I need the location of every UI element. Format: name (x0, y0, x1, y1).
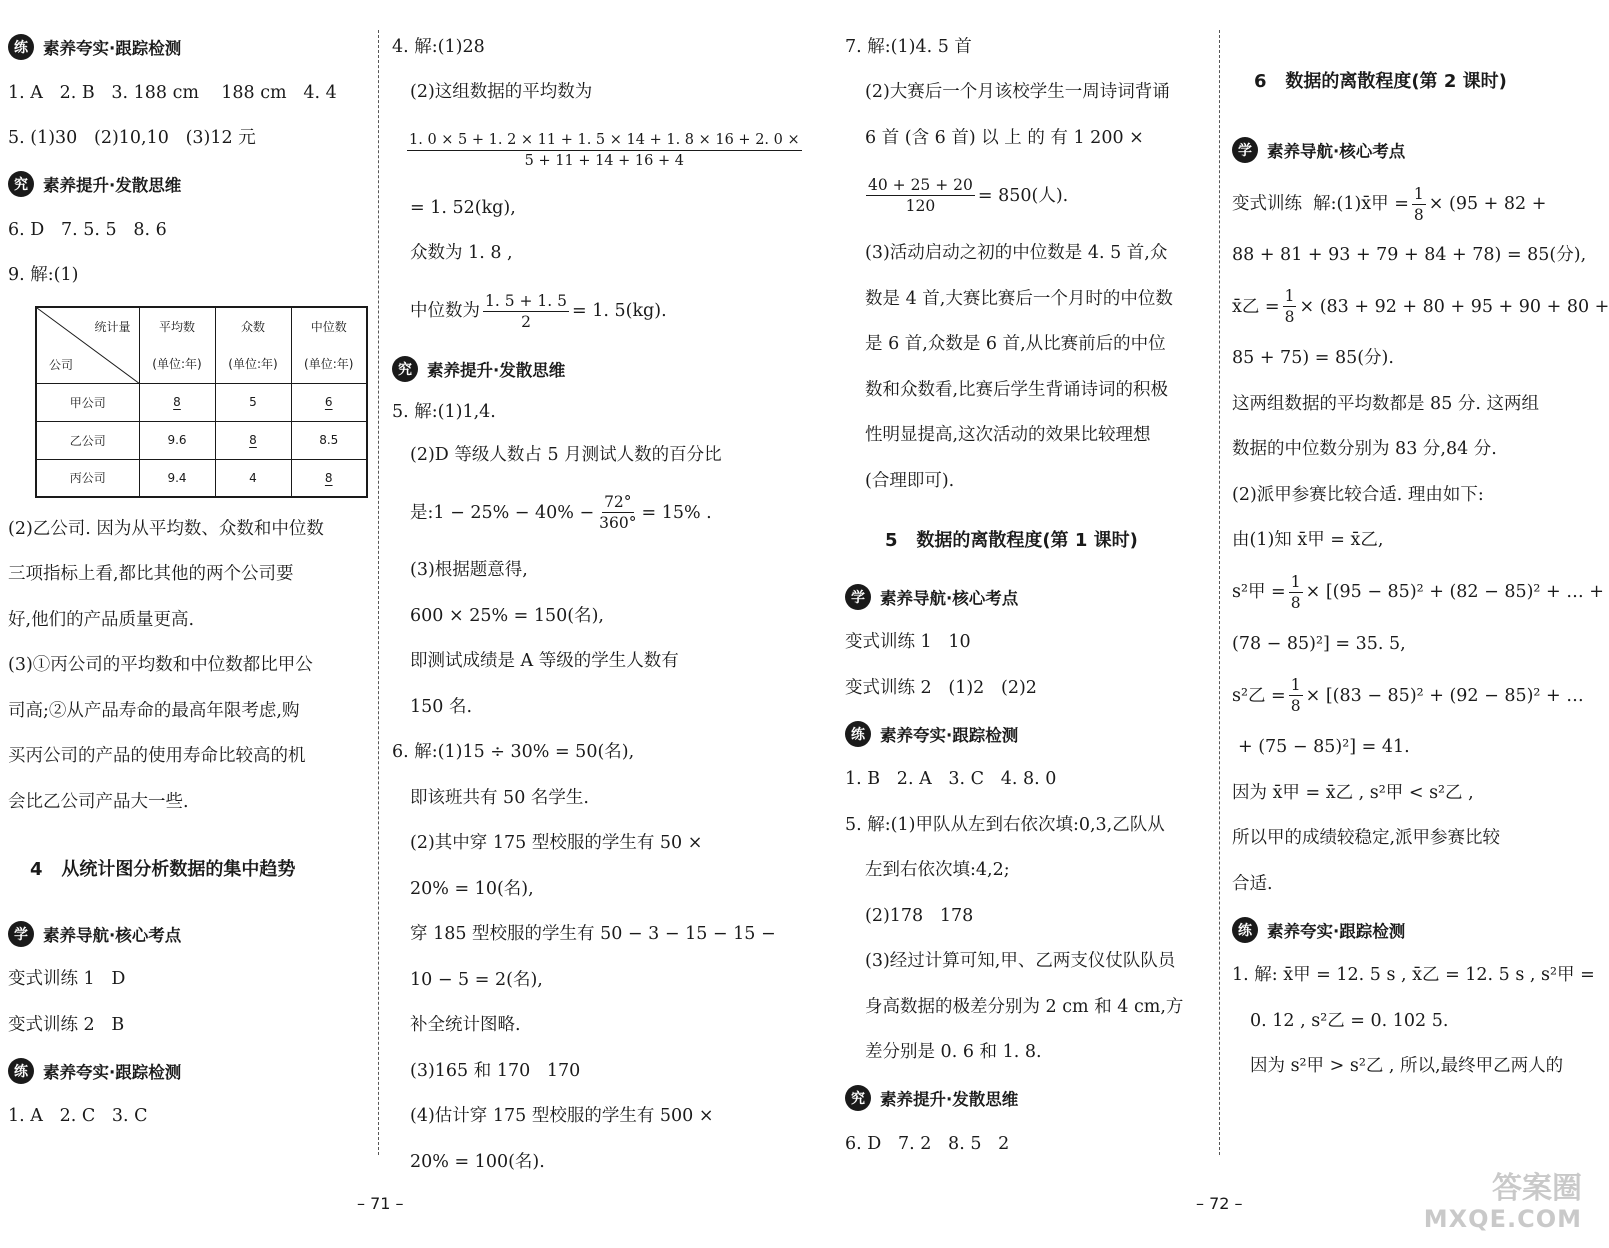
answer-line: (2)派甲参赛比较合适. 理由如下: (1232, 484, 1484, 505)
answer-line: 1. A 2. C 3. C (8, 1106, 148, 1127)
answer-line: 20% = 100(名). (410, 1151, 545, 1172)
practice-badge-icon: 练 (8, 1058, 34, 1084)
answer-line: 差分别是 0. 6 和 1. 8. (865, 1042, 1042, 1063)
section-head-practice: 练 素养夸实·跟踪检测 (845, 711, 1207, 757)
explore-badge-icon: 究 (392, 356, 418, 382)
answer-line: 补全统计图略. (410, 1015, 521, 1036)
answer-line: + (75 − 85)²] = 41. (1238, 737, 1410, 758)
page-number-right: – 72 – (1196, 1194, 1243, 1213)
section-head-learn: 学 素养导航·核心考点 (1232, 124, 1594, 176)
one-eighth-fraction: $\frac{1}{8}$ (1413, 184, 1424, 224)
column-4 (1232, 24, 1609, 1089)
formula-line: s²甲 = $\frac{1}{8}$ × [(95 − 85)² + (82 − 85)² + … + (1232, 572, 1604, 612)
answer-line: (4)估计穿 175 型校服的学生有 500 × (410, 1106, 714, 1127)
answer-line: (2)D 等级人数占 5 月测试人数的百分比 (410, 444, 722, 465)
statistics-table (35, 306, 368, 498)
section-head-explore: 究 素养提升·发散思维 (845, 1075, 1207, 1121)
answer-line: 司高;②从产品寿命的最高年限考虑,购 (8, 700, 300, 721)
section-head-learn: 学 素养导航·核心考点 (845, 574, 1207, 620)
answer-line: 1. A 2. B 3. 188 cm 188 cm 4. 4 (8, 82, 337, 103)
answer-line: 5. 解:(1)甲队从左到右依次填:0,3,乙队从 (845, 814, 1165, 835)
learn-badge-icon: 学 (845, 584, 871, 610)
table-unit: (单位:年) (139, 345, 215, 383)
answer-line: 5. (1)30 (2)10,10 (3)12 元 (8, 128, 256, 149)
formula-line (392, 115, 800, 185)
section-title: 5 数据的离散程度(第 1 课时) (885, 529, 1138, 551)
answer-line: 6. 解:(1)15 ÷ 30% = 50(名), (392, 742, 635, 763)
answer-line: 穿 185 型校服的学生有 50 − 3 − 15 − 15 − (410, 924, 776, 945)
answer-line: (2)其中穿 175 型校服的学生有 50 × (410, 833, 703, 854)
answer-line: 变式训练 1 10 (845, 632, 971, 653)
explore-badge-icon: 究 (845, 1085, 871, 1111)
section-head-practice: 练 素养夸实·跟踪检测 (8, 1048, 370, 1094)
right-page-column-divider (1219, 30, 1220, 1155)
answer-line: 好,他们的产品质量更高. (8, 609, 195, 630)
section-head-explore: 究 素养提升·发散思维 (392, 346, 747, 392)
answer-line: (2)大赛后一个月该校学生一周诗词背诵 (865, 82, 1170, 103)
section-head-explore: 究 素养提升·发散思维 (8, 161, 370, 207)
answer-line: 因为 s²甲 > s²乙 , 所以,最终甲乙两人的 (1250, 1056, 1564, 1077)
answer-line: 10 − 5 = 2(名), (410, 969, 543, 990)
answer-line: 数据的中位数分别为 83 分,84 分. (1232, 439, 1497, 460)
answer-line: 1. B 2. A 3. C 4. 8. 0 (845, 769, 1057, 790)
formula-line: x̄乙 = $\frac{1}{8}$ × (83 + 92 + 80 + 95 + 90 + 80 + (1232, 287, 1609, 326)
answer-line: 变式训练 1 D (8, 969, 126, 990)
answer-line: 性明显提高,这次活动的效果比较理想 (865, 425, 1151, 446)
answer-line: 三项指标上看,都比其他的两个公司要 (8, 564, 294, 585)
watermark-logo: 答案圈 MXQE.COM (1423, 1171, 1582, 1233)
answer-line: 因为 x̄甲 = x̄乙 , s²甲 < s²乙 , (1232, 782, 1474, 803)
column-1 (8, 24, 370, 1139)
answer-line: 身高数据的极差分别为 2 cm 和 4 cm,方 (865, 996, 1184, 1017)
section-title: 4 从统计图分析数据的集中趋势 (30, 858, 296, 880)
table-diagonal-header: 统计量 公司 (36, 307, 139, 383)
formula-line: 是:1 − 25% − 40% − $\frac{72^\circ}{360^\circ}$ = 15% . (410, 493, 712, 532)
answer-line: 是 6 首,众数是 6 首,从比赛前后的中位 (865, 334, 1166, 355)
answer-line: 众数为 1. 8 , (410, 243, 513, 264)
one-eighth-fraction: $\frac{1}{8}$ (1284, 287, 1295, 326)
answer-line: 9. 解:(1) (8, 265, 79, 286)
answer-line: 1. 解: x̄甲 = 12. 5 s , x̄乙 = 12. 5 s , s²甲 = (1232, 965, 1595, 986)
learn-badge-icon: 学 (1232, 137, 1258, 163)
formula-line: $\frac{40 + 25 + 20}{120}$ = 850(人). (868, 176, 1069, 215)
answer-line: (合理即可). (865, 470, 955, 491)
answer-line: 5. 解:(1)1,4. (392, 402, 496, 422)
table-row: 乙公司 9.6 8 8.5 (36, 421, 367, 459)
answer-line: 0. 12 , s²乙 = 0. 102 5. (1250, 1010, 1449, 1031)
practice-badge-icon: 练 (8, 34, 34, 60)
table-unit: (单位:年) (215, 345, 291, 383)
table-header: 众数 (215, 307, 291, 345)
practice-badge-icon: 练 (845, 721, 871, 747)
answer-line: = 1. 52(kg), (410, 197, 516, 218)
answer-line: (3)根据题意得, (410, 560, 528, 581)
left-page-column-divider (378, 30, 379, 1155)
table-unit: (单位:年) (291, 345, 367, 383)
answer-line: 左到右依次填:4,2; (865, 860, 1010, 881)
answer-line: 6. D 7. 2 8. 5 2 (845, 1133, 1010, 1154)
answer-line: (3)165 和 170 170 (410, 1060, 581, 1081)
answer-line: 买丙公司的产品的使用寿命比较高的机 (8, 746, 306, 767)
table-row: 丙公司 9.4 4 8 (36, 459, 367, 497)
answer-line: 88 + 81 + 93 + 79 + 84 + 78) = 85(分), (1232, 244, 1587, 265)
answer-line: 数和众数看,比赛后学生背诵诗词的积极 (865, 379, 1169, 400)
answer-line: (2)178 178 (865, 905, 974, 926)
mean-fraction: $\frac{1. 0 \times 5 + 1. 2 \times 11 + 1. 5 \times 14 + 1. 8 \times 16 + 2. 0 \times}{5 + 11 + 14 + 16 + 4}$ (409, 131, 800, 169)
answer-line: 变式训练 2 (1)2 (2)2 (845, 677, 1037, 698)
degree-fraction: $\frac{72^\circ}{360^\circ}$ (599, 493, 637, 532)
answer-line: (3)活动启动之初的中位数是 4. 5 首,众 (865, 243, 1168, 264)
column-3 (845, 24, 1207, 1167)
answer-line: 由(1)知 x̄甲 = x̄乙, (1232, 530, 1384, 551)
learn-badge-icon: 学 (8, 921, 34, 947)
answer-line: 合适. (1232, 873, 1273, 894)
table-row: 甲公司 8 5 6 (36, 383, 367, 421)
answer-line: (78 − 85)²] = 35. 5, (1232, 633, 1406, 654)
one-eighth-fraction: $\frac{1}{8}$ (1290, 572, 1301, 612)
median-fraction: $\frac{1. 5 + 1. 5}{2}$ (485, 291, 567, 331)
answer-line: 即测试成绩是 A 等级的学生人数有 (410, 651, 679, 672)
ratio-fraction: $\frac{40 + 25 + 20}{120}$ (868, 176, 973, 215)
page-number-left: – 71 – (357, 1194, 404, 1213)
formula-line: s²乙 = $\frac{1}{8}$ × [(83 − 85)² + (92 − 85)² + … (1232, 676, 1584, 715)
column-2 (392, 24, 800, 1185)
answer-line: (3)①丙公司的平均数和中位数都比甲公 (8, 655, 313, 676)
formula-line: 变式训练 解:(1)x̄甲 = $\frac{1}{8}$ × (95 + 82 + (1232, 184, 1547, 224)
answer-line: 数是 4 首,大赛比赛后一个月时的中位数 (865, 288, 1173, 309)
table-header: 平均数 (139, 307, 215, 345)
section-title: 6 数据的离散程度(第 2 课时) (1254, 71, 1507, 92)
practice-badge-icon: 练 (1232, 917, 1258, 943)
explore-badge-icon: 究 (8, 171, 34, 197)
answer-line: 7. 解:(1)4. 5 首 (845, 36, 972, 57)
one-eighth-fraction: $\frac{1}{8}$ (1290, 676, 1301, 715)
answer-line: 6 首 (含 6 首) 以 上 的 有 1 200 × (865, 127, 1144, 148)
section-head-learn: 学 素养导航·核心考点 (8, 911, 370, 957)
answer-line: (2)这组数据的平均数为 (410, 82, 593, 103)
table-header: 中位数 (291, 307, 367, 345)
answer-line: 会比乙公司产品大一些. (8, 791, 189, 812)
answer-line: 即该班共有 50 名学生. (410, 787, 589, 808)
section-head-practice: 练 素养夸实·跟踪检测 (1232, 907, 1594, 953)
answer-line: 6. D 7. 5. 5 8. 6 (8, 219, 167, 240)
answer-line: 20% = 10(名), (410, 878, 534, 899)
formula-line: 中位数为 $\frac{1. 5 + 1. 5}{2}$ = 1. 5(kg). (410, 291, 667, 331)
section-head-practice: 练 素养夸实·跟踪检测 (8, 24, 370, 70)
answer-line: 85 + 75) = 85(分). (1232, 348, 1394, 369)
answer-line: (2)乙公司. 因为从平均数、众数和中位数 (8, 518, 324, 539)
answer-line: 所以甲的成绩较稳定,派甲参赛比较 (1232, 828, 1501, 849)
answer-line: 4. 解:(1)28 (392, 36, 485, 57)
answer-line: 变式训练 2 B (8, 1014, 125, 1035)
answer-line: (3)经过计算可知,甲、乙两支仪仗队队员 (865, 951, 1176, 972)
answer-line: 150 名. (410, 696, 473, 717)
answer-line: 600 × 25% = 150(名), (410, 605, 604, 626)
answer-line: 这两组数据的平均数都是 85 分. 这两组 (1232, 393, 1540, 414)
